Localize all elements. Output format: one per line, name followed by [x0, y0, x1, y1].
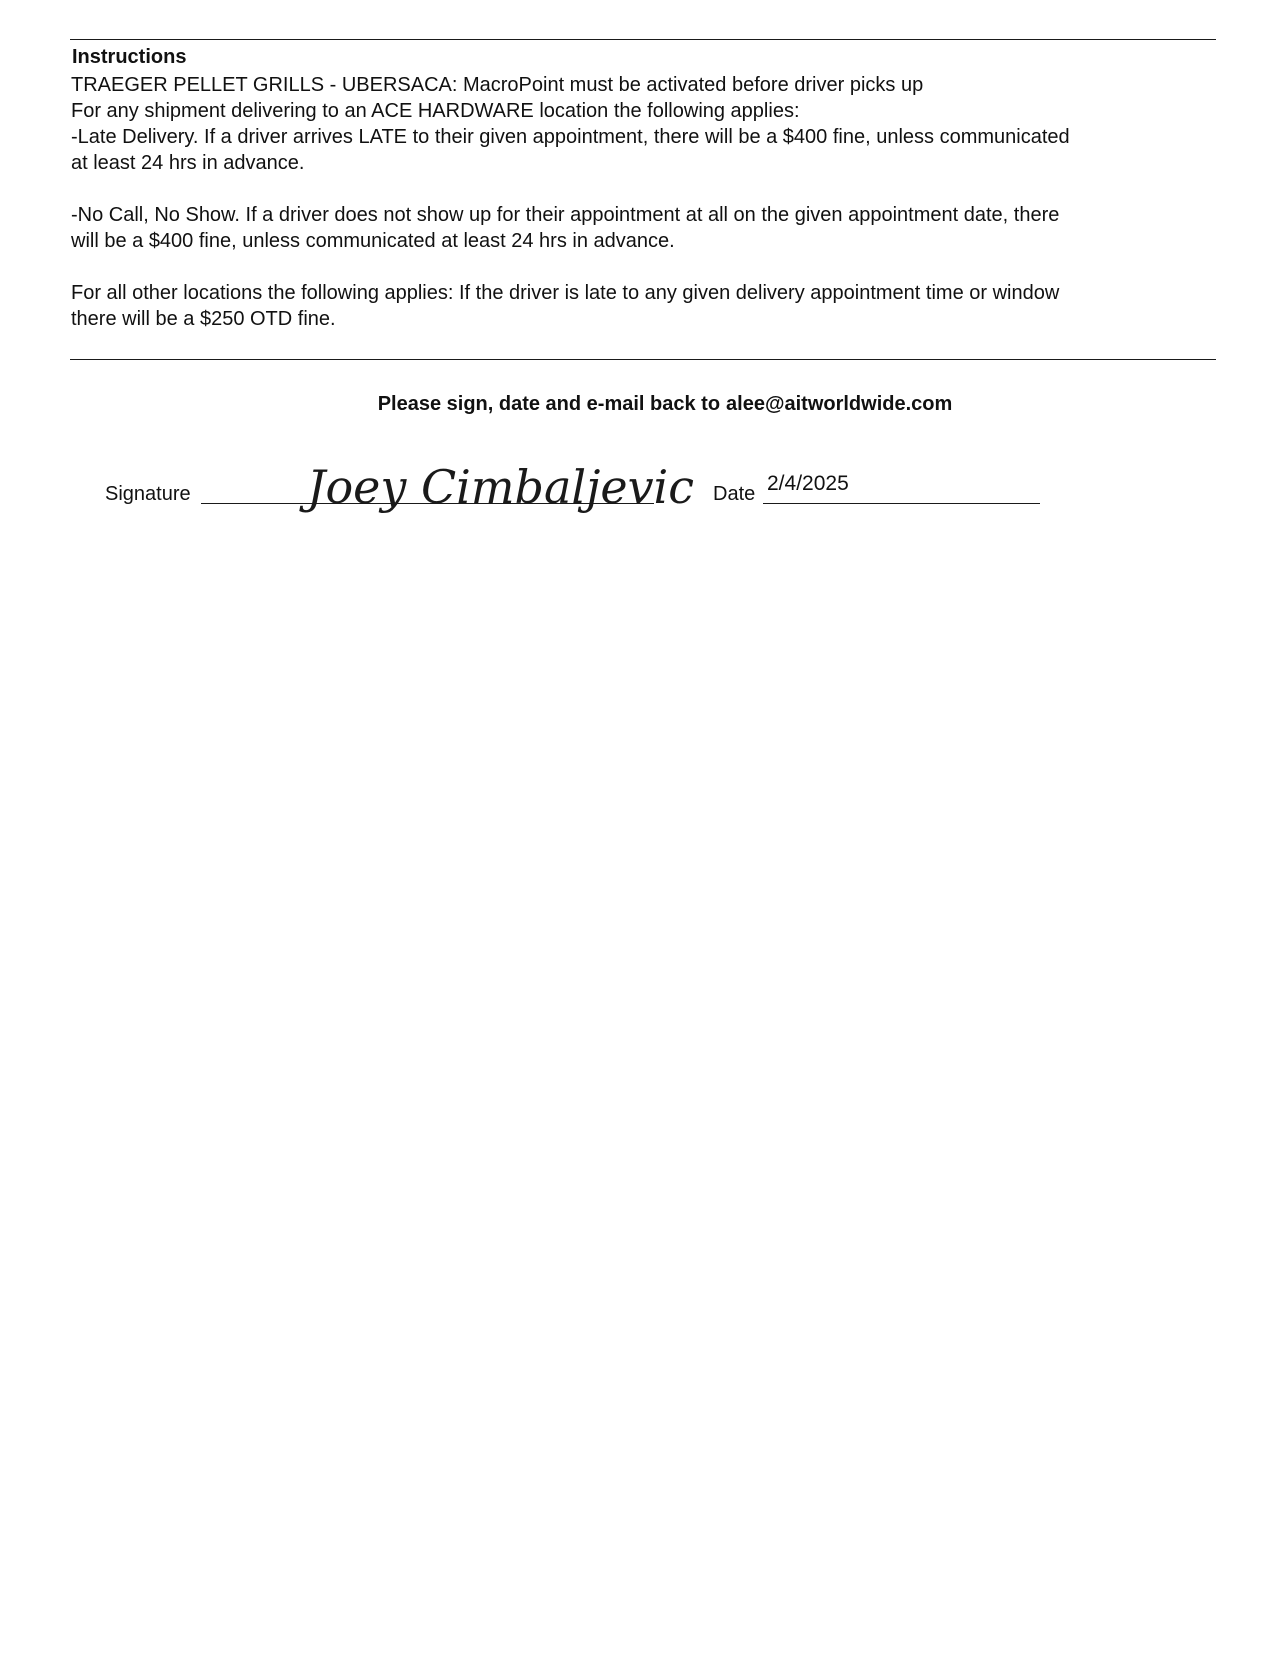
instruction-line: there will be a $250 OTD fine.	[71, 308, 336, 330]
signature-name: Joey Cimbaljevic	[307, 460, 695, 514]
middle-divider	[70, 359, 1216, 360]
instruction-line: For all other locations the following applies: If the driver is late to any given delivery appointment time or window	[71, 282, 1060, 304]
email-request-text: Please sign, date and e-mail back to	[377, 393, 721, 415]
handwritten-signature	[305, 455, 695, 535]
paragraph-gap	[71, 254, 1211, 280]
instruction-line: For any shipment delivering to an ACE HARDWARE location the following applies:	[71, 100, 800, 122]
date-value: 2/4/2025	[767, 472, 849, 495]
return-email: alee@aitworldwide.com	[726, 393, 953, 415]
top-divider	[70, 39, 1216, 40]
date-line	[763, 503, 1040, 504]
paragraph-gap	[71, 176, 1211, 202]
instruction-line: -No Call, No Show. If a driver does not show up for their appointment at all on the given appointment date, there	[71, 204, 1060, 226]
email-request-line	[0, 391, 1283, 417]
instruction-line: will be a $400 fine, unless communicated at least 24 hrs in advance.	[71, 230, 675, 252]
date-label: Date	[713, 483, 756, 505]
instructions-heading: Instructions	[72, 46, 187, 68]
instruction-line: TRAEGER PELLET GRILLS - UBERSACA: MacroPoint must be activated before driver picks up	[71, 74, 924, 96]
instructions-body	[71, 72, 1211, 332]
signature-label: Signature	[105, 483, 191, 505]
instruction-line: -Late Delivery. If a driver arrives LATE to their given appointment, there will be a $400 fine, unless communicated	[71, 126, 1070, 148]
instruction-line: at least 24 hrs in advance.	[71, 152, 305, 174]
